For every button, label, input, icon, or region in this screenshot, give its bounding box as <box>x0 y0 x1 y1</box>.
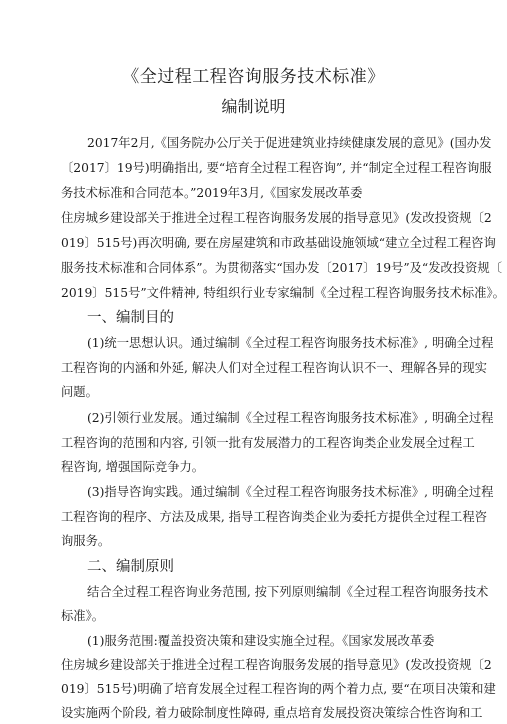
intro-line: 2017年2月,《国务院办公厅关于促进建筑业持续健康发展的意见》(国办发 <box>87 136 492 150</box>
section-heading: 二、编制原则 <box>87 559 174 575</box>
paragraph-line: 住房城乡建设部关于推进全过程工程咨询服务发展的指导意见》(发改投资规〔2 <box>61 658 492 672</box>
paragraph-line: 问题。 <box>61 385 98 399</box>
intro-line: 2019〕515号”文件精神, 特组织行业专家编制《全过程工程咨询服务技术标准》。 <box>61 286 505 300</box>
document-title: 《全过程工程咨询服务技术标准》 <box>122 67 385 87</box>
paragraph-line: 工程咨询的内涵和外延, 解决人们对全过程工程咨询认识不一、理解各异的现实 <box>61 361 487 375</box>
paragraph-line: 标准》。 <box>61 609 105 623</box>
intro-line: 〔2017〕19号)明确指出, 要“培育全过程工程咨询”, 并“制定全过程工程咨询服 <box>61 161 492 175</box>
paragraph-line: 工程咨询的程序、方法及成果, 指导工程咨询类企业为委托方提供全过程工程咨 <box>61 510 487 524</box>
paragraph-line: 询服务。 <box>61 534 111 548</box>
intro-line: 务技术标准和合同范本。”2019年3月,《国家发展改革委 <box>61 186 363 200</box>
paragraph-line: (3)指导咨询实践。通过编制《全过程工程咨询服务技术标准》, 明确全过程 <box>87 485 494 499</box>
section-heading: 一、编制目的 <box>87 310 174 326</box>
paragraph-line: (1)统一思想认识。通过编制《全过程工程咨询服务技术标准》, 明确全过程 <box>87 336 494 350</box>
document-subtitle: 编制说明 <box>221 97 286 116</box>
paragraph-line: (2)引领行业发展。通过编制《全过程工程咨询服务技术标准》, 明确全过程 <box>87 411 494 425</box>
intro-line: 服务技术标准和合同体系”。为贯彻落实“国办发〔2017〕19号”及“发改投资规〔 <box>61 261 502 275</box>
paragraph-line: 工程咨询的范围和内容, 引领一批有发展潜力的工程咨询类企业发展全过程工 <box>61 436 475 450</box>
paragraph-line: (1)服务范围:覆盖投资决策和建设实施全过程。《国家发展改革委 <box>87 634 435 648</box>
intro-line: 住房城乡建设部关于推进全过程工程咨询服务发展的指导意见》(发改投资规〔2 <box>61 211 492 225</box>
intro-line: 019〕515号)再次明确, 要在房屋建筑和市政基础设施领域“建立全过程工程咨询 <box>61 236 496 250</box>
paragraph-line: 程咨询, 增强国际竞争力。 <box>61 460 205 474</box>
paragraph-line: 设实施两个阶段, 着力破除制度性障碍, 重点培育发展投资决策综合性咨询和工 <box>61 706 483 720</box>
paragraph-line: 019〕515号)明确了培育发展全过程工程咨询的两个着力点, 要“在项目决策和建 <box>61 682 496 696</box>
paragraph-line: 结合全过程工程咨询业务范围, 按下列原则编制《全过程工程咨询服务技术 <box>87 585 489 599</box>
